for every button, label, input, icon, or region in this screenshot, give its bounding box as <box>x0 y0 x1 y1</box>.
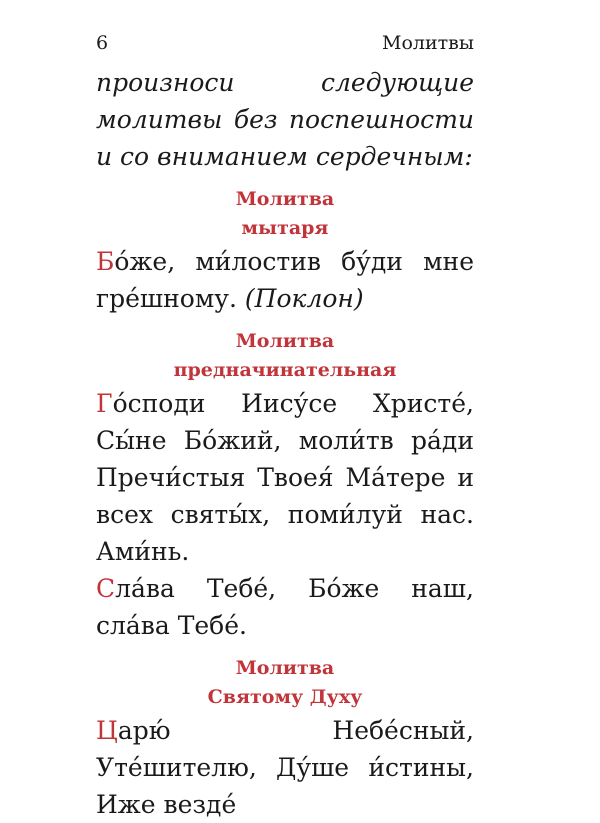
running-head <box>96 30 474 56</box>
heading-line: Молитва <box>235 657 335 679</box>
prayer-body: арю́ Небе́сный, Уте́шителю, Ду́ше и́стины, Иже везде́ <box>96 716 474 819</box>
prayer-body: ла́ва Тебе́, Бо́же наш, сла́ва Тебе́. <box>96 574 474 640</box>
prayer-text-glory <box>96 570 474 644</box>
running-title: Молитвы <box>382 32 474 54</box>
prayer-heading-initial <box>96 327 474 385</box>
heading-line: Молитва <box>235 188 335 210</box>
prayer-body: о́споди Иису́се Христе́, Сы́не Бо́жий, моли́тв ра́ди Пречи́стыя Твоея́ Ма́тере и всех святы́х, поми́луй нас. Ами́нь. <box>96 389 474 566</box>
page-content <box>96 64 474 823</box>
heading-line: мытаря <box>241 217 329 239</box>
prayer-heading-publican <box>96 185 474 243</box>
page-number: 6 <box>96 32 109 54</box>
heading-line: Святому Духу <box>207 686 363 708</box>
red-initial: Б <box>96 247 115 276</box>
red-initial: Г <box>96 389 113 418</box>
intro-instruction: произноси следующие молитвы без поспешности и со вниманием сердечным: <box>96 68 474 171</box>
prayer-text-holy-spirit <box>96 712 474 823</box>
rubric-remark: (Поклон) <box>244 284 364 313</box>
heading-line: предначинательная <box>173 359 397 381</box>
prayer-text-initial <box>96 385 474 570</box>
prayer-heading-holy-spirit <box>96 654 474 712</box>
heading-line: Молитва <box>235 330 335 352</box>
red-initial: С <box>96 574 116 603</box>
red-initial: Ц <box>96 716 118 745</box>
prayer-text-publican <box>96 243 474 317</box>
prayer-body: о́же, ми́лостив бу́ди мне гре́шному. <box>96 247 474 313</box>
